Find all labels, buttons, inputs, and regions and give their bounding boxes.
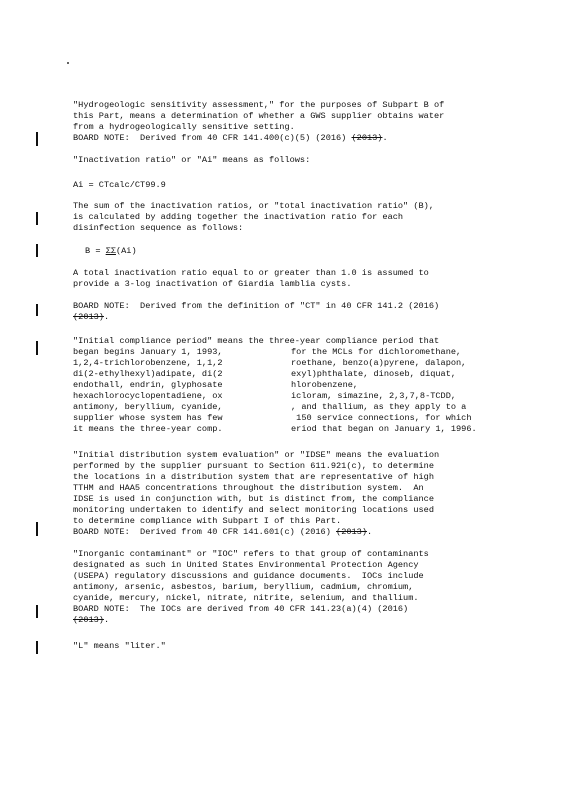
revision-bar: [36, 341, 38, 355]
revision-bar: [36, 605, 38, 618]
paragraph-total-inactivation: The sum of the inactivation ratios, or "total inactivation ratio" (B), is calculated by adding together the inactivation ratio for each disinfection sequence as follows:: [73, 201, 434, 233]
revision-bar: [36, 522, 38, 536]
revision-bar: [36, 244, 38, 257]
speck-mark: [67, 62, 69, 64]
revision-bar: [36, 212, 38, 225]
definition-liter: "L" means "liter.": [73, 641, 166, 651]
revision-bar: [36, 641, 38, 654]
definition-ioc: "Inorganic contaminant" or "IOC" refers to that group of contaminants designated as such in United States Environmental Protection Agency (USEPA) regulatory discussions and guidance documents. IOCs include antimony, arsenic, asbestos, barium, beryllium, cadmium, chromium, cyanide, mercury, nickel, nitrate, nitrite, selenium, and thallium. BOARD NOTE: The IOCs are derived from 40 CFR 141.23(a)(4) (2016) (2013).: [73, 549, 429, 625]
revision-bar: [36, 304, 38, 316]
definition-initial-compliance: "Initial compliance period" means the three-year compliance period that: [73, 336, 440, 346]
paragraph-log-inactivation: A total inactivation ratio equal to or greater than 1.0 is assumed to provide a 3-log inactivation of Giardia lamblia cysts.: [73, 268, 429, 289]
revision-bar: [36, 132, 38, 146]
definition-hydrogeologic: "Hydrogeologic sensitivity assessment," for the purposes of Subpart B of this Part, means a determination of whether a GWS supplier obtains water from a hydrogeologically sensitive setting. BOARD NOTE: Derived from 40 CFR 141.400(c)(5) (2016) (2013).: [73, 100, 445, 143]
board-note-ct: BOARD NOTE: Derived from the definition of "CT" in 40 CFR 141.2 (2016) (2013).: [73, 301, 440, 322]
formula-ai: Ai = CTcalc/CT99.9: [73, 180, 166, 190]
formula-b: B = ΣΣ(Ai): [85, 246, 137, 256]
definition-inactivation-ratio: "Inactivation ratio" or "Ai" means as follows:: [73, 155, 311, 165]
right-column: for the MCLs for dichloromethane, roethane, benzo(a)pyrene, dalapon, exyl)phthalate, dinoseb, diquat, hlorobenzene, icloram, simazine, 2,3,7,8-TCDD, , and thallium, as they apply to a 150 service connections, for which eriod that began on January 1, 1996.: [291, 347, 477, 434]
left-column: began begins January 1, 1993, 1,2,4-trichlorobenzene, 1,1,2 di(2-ethylhexyl)adipate, di(2 endothall, endrin, glyphosate hexachlorocyclopentadiene, ox antimony, beryllium, cyanide, supplier whose system has few it means the three-year comp.: [73, 347, 223, 434]
definition-idse: "Initial distribution system evaluation" or "IDSE" means the evaluation performed by the supplier pursuant to Section 611.921(c), to determine the locations in a distribution system that are representative of high TTHM and HAA5 concentrations throughout the distribution system. An IDSE is used in conjunction with, but is distinct from, the compliance monitoring undertaken to identify and select monitoring locations used to determine compliance with Subpart I of this Part. BOARD NOTE: Derived from 40 CFR 141.601(c) (2016) (2013).: [73, 450, 440, 537]
initial-compliance-body: [73, 347, 513, 437]
